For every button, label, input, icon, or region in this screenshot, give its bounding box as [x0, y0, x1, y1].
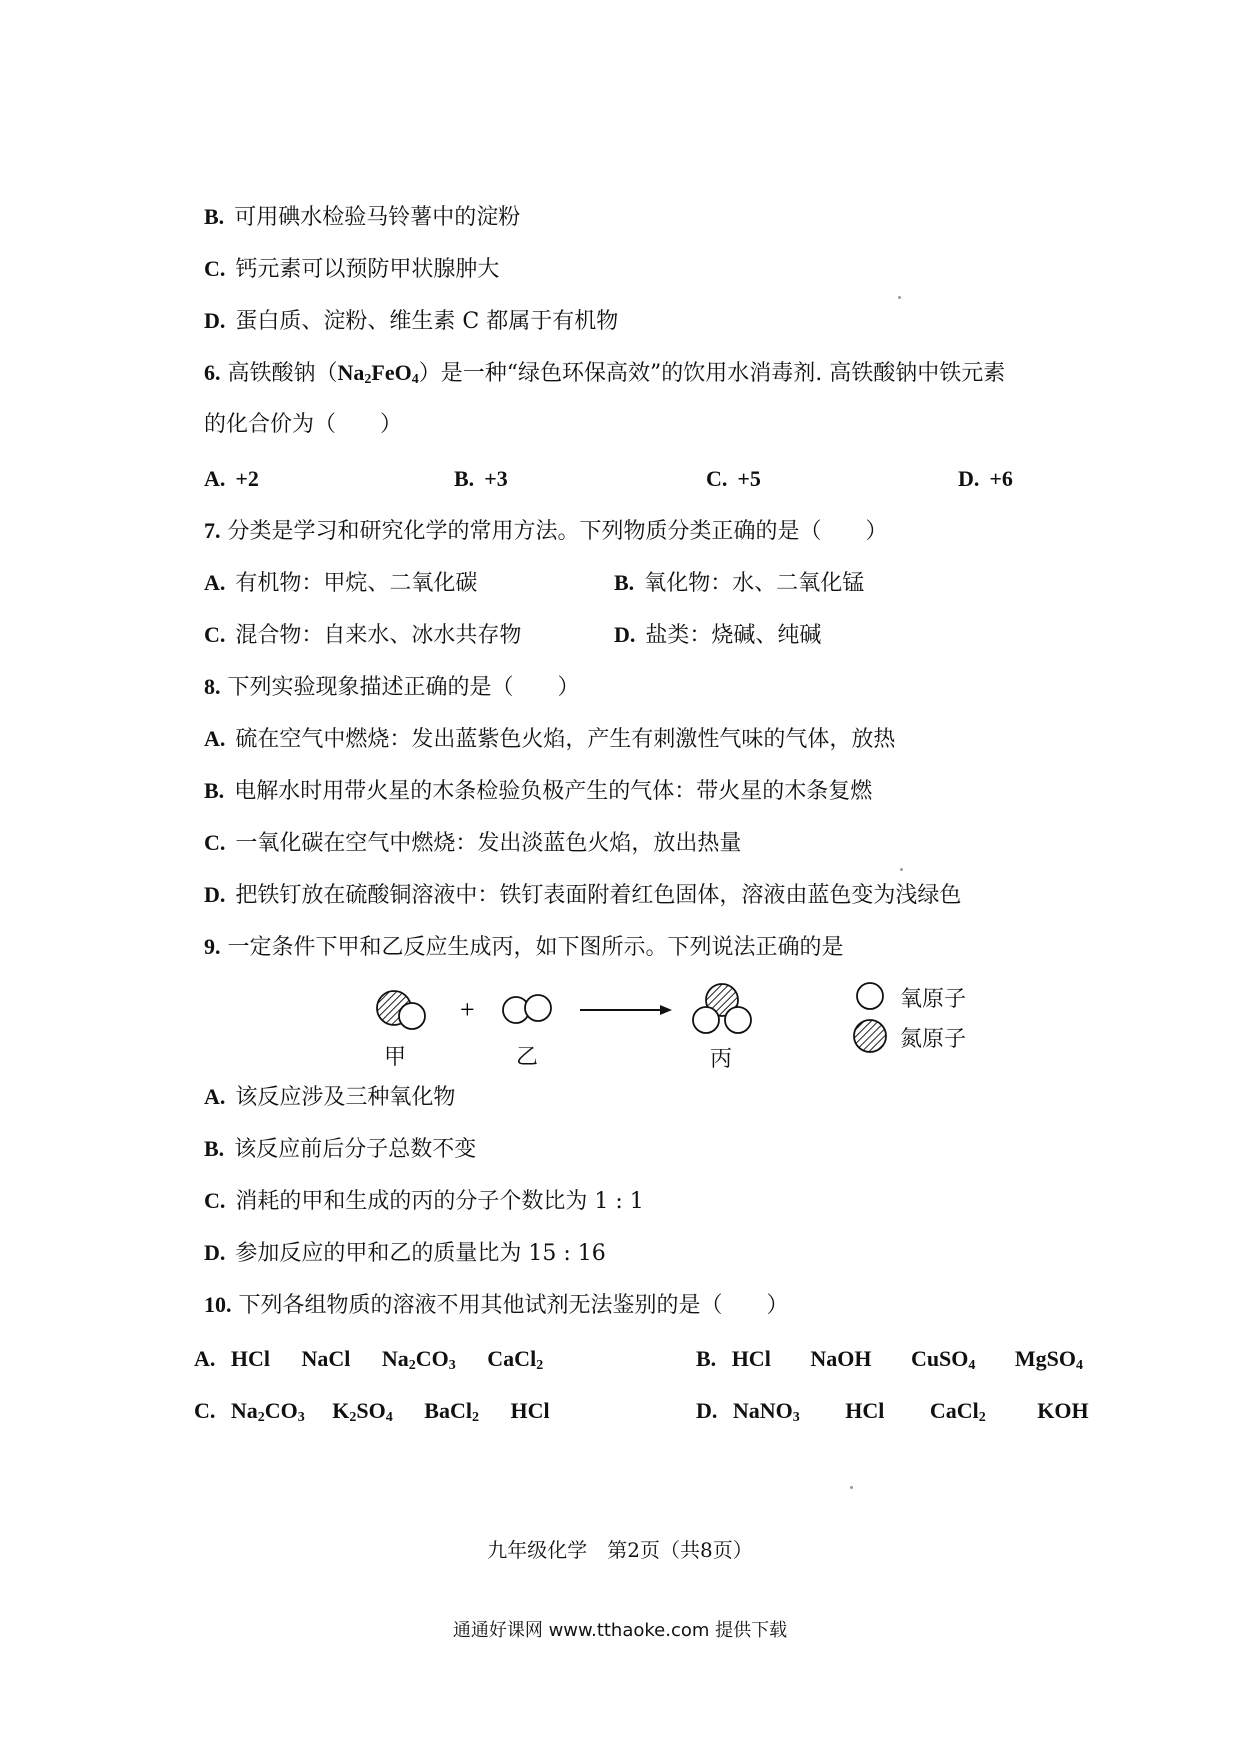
q6-formula: $Na_2FeO_4$	[337, 360, 419, 387]
q8-stem: 8. 下列实验现象描述正确的是（ ）	[204, 674, 580, 700]
q10-option-a: A. HCl NaCl $Na_2CO_3$ CaCl$_2$	[194, 1346, 544, 1373]
molecule-bing	[693, 984, 751, 1033]
label-yi: 乙	[516, 1045, 539, 1070]
q10-option-c: C. $Na_2CO_3$ $K_2SO_4$ BaCl$_2$ HCl	[194, 1398, 550, 1425]
legend-oxygen-icon	[857, 983, 883, 1009]
reaction-diagram	[360, 978, 830, 1078]
molecule-jia	[377, 991, 425, 1029]
q6-option-c: C. +5	[706, 466, 761, 491]
q10-option-b: B. HCl NaOH CuSO$_4$ MgSO$_4$	[696, 1346, 1084, 1373]
q5-option-c: C. 钙元素可以预防甲状腺肿大	[204, 256, 500, 282]
q7-option-d: D. 盐类：烧碱、纯碱	[614, 622, 822, 648]
scan-speck	[900, 868, 903, 871]
legend-nitrogen-icon	[854, 1020, 886, 1052]
page-footer: 九年级化学 第2页（共8页）	[487, 1538, 753, 1562]
reaction-arrow	[580, 1005, 672, 1015]
scan-speck	[898, 296, 901, 299]
q6-stem-line2: 的化合价为（ ）	[204, 412, 403, 437]
q6-option-a: A. +2	[204, 466, 259, 491]
q8-option-a: A. 硫在空气中燃烧：发出蓝紫色火焰，产生有刺激性气味的气体，放热	[204, 726, 896, 752]
plus-sign: +	[460, 995, 475, 1024]
q6-option-d: D. +6	[958, 466, 1013, 491]
download-watermark: 通通好课网 www.tthaoke.com 提供下载	[452, 1620, 788, 1641]
oxygen-atom	[525, 995, 551, 1021]
q6-option-b: B. +3	[454, 466, 508, 491]
q7-option-a: A. 有机物：甲烷、二氧化碳	[204, 570, 478, 596]
molecule-yi	[503, 995, 551, 1023]
scan-speck	[850, 1486, 853, 1489]
legend-nitrogen-label: 氮原子	[900, 1027, 967, 1052]
q9-stem: 9. 一定条件下甲和乙反应生成丙，如下图所示。下列说法正确的是	[204, 934, 844, 960]
reaction-svg	[360, 978, 830, 1078]
legend-icons	[850, 978, 890, 1068]
q5-option-b: B. 可用碘水检验马铃薯中的淀粉	[204, 204, 521, 230]
q10-option-d: D. NaNO$_3$ HCl CaCl$_2$ KOH	[696, 1398, 1089, 1425]
q8-option-c: C. 一氧化碳在空气中燃烧：发出淡蓝色火焰，放出热量	[204, 830, 742, 856]
q8-option-b: B. 电解水时用带火星的木条检验负极产生的气体：带火星的木条复燃	[204, 778, 873, 804]
q9-option-a: A. 该反应涉及三种氧化物	[204, 1084, 456, 1110]
diagram-legend	[850, 978, 1010, 1068]
q7-option-b: B. 氧化物：水、二氧化锰	[614, 570, 865, 596]
oxygen-atom	[725, 1007, 751, 1033]
q10-stem: 10. 下列各组物质的溶液不用其他试剂无法鉴别的是（ ）	[204, 1292, 789, 1318]
q7-stem: 7. 分类是学习和研究化学的常用方法。下列物质分类正确的是（ ）	[204, 518, 888, 544]
q5-option-d: D. 蛋白质、淀粉、维生素 C 都属于有机物	[204, 308, 619, 334]
q9-option-c: C. 消耗的甲和生成的丙的分子个数比为 1 : 1	[204, 1188, 644, 1214]
oxygen-atom	[693, 1007, 719, 1033]
q6-stem-line1: 6. 高铁酸钠$(Na_2FeO_4)$是一种“绿色环保高效”的饮用水消毒剂. 高铁酸钠中铁元素	[204, 360, 1006, 387]
label-jia: 甲	[384, 1045, 407, 1070]
oxygen-atom	[399, 1003, 425, 1029]
legend-oxygen-label: 氧原子	[900, 987, 967, 1012]
q7-option-c: C. 混合物：自来水、冰水共存物	[204, 622, 522, 648]
q9-option-b: B. 该反应前后分子总数不变	[204, 1136, 477, 1162]
q9-option-d: D. 参加反应的甲和乙的质量比为 15 : 16	[204, 1240, 606, 1266]
label-bing: 丙	[710, 1047, 733, 1072]
q8-option-d: D. 把铁钉放在硫酸铜溶液中：铁钉表面附着红色固体，溶液由蓝色变为浅绿色	[204, 882, 962, 908]
